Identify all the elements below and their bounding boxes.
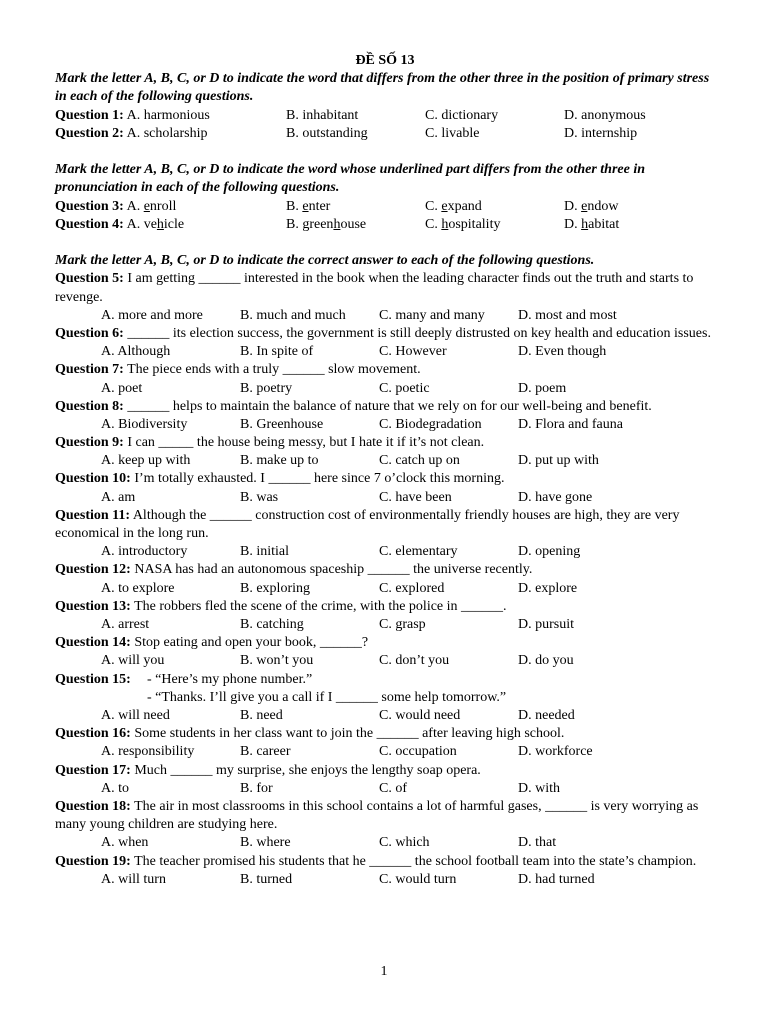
option-d: D. Even though [518,344,607,360]
question-label: Question 11: [55,507,131,523]
option-d: D. needed [518,708,575,724]
option-a: A. responsibility [101,744,195,760]
question-label: Question 14: [55,635,131,651]
question-label: Question 1: [55,107,124,123]
question-label: Question 13: [55,598,131,614]
question-1 [55,107,715,125]
question-5 [55,270,715,325]
option-b: B. enter [286,198,331,214]
option-b: B. where [240,835,291,851]
question-text: NASA has had an autonomous spaceship ______ the universe recently. [134,562,533,578]
option-c: C. dictionary [425,107,499,123]
option-c: C. which [379,835,430,851]
option-c: C. elementary [379,544,458,560]
question-text: The teacher promised his students that he ______ the school football team into the state’s champion. [134,853,697,869]
question-11 [55,507,715,562]
question-10 [55,470,715,506]
question-label: Question 7: [55,362,124,378]
option-d: D. put up with [518,453,599,469]
question-label: Question 17: [55,762,131,778]
option-a: A. will turn [101,871,166,887]
instruction-correct-answer: Mark the letter A, B, C, or D to indicate the correct answer to each of the following questions. [55,253,595,269]
option-d: D. Flora and fauna [518,416,623,432]
option-c: C. grasp [379,617,426,633]
question-label: Question 12: [55,562,131,578]
option-a: A. to [101,780,129,796]
option-c: C. Biodegradation [379,416,482,432]
question-text: The piece ends with a truly ______ slow movement. [127,362,421,378]
option-a: A. vehicle [126,216,185,232]
option-d: D. most and most [518,307,617,323]
question-text: I can _____ the house being messy, but I hate it if it’s not clean. [127,435,485,451]
option-a: A. introductory [101,544,188,560]
option-d: D. explore [518,580,578,596]
question-19 [55,853,715,889]
question-text: I’m totally exhausted. I ______ here since 7 o’clock this morning. [134,471,505,487]
option-d: D. habitat [564,216,620,232]
question-13 [55,598,715,634]
instruction-pronunciation: Mark the letter A, B, C, or D to indicate the word whose underlined part differs from the other three in pronunciation in each of the following questions. [55,162,645,196]
option-b: B. was [240,489,279,505]
option-c: C. have been [379,489,452,505]
question-label: Question 19: [55,853,131,869]
question-6 [55,325,715,361]
option-c: C. of [379,780,407,796]
option-b: B. much and much [240,307,346,323]
question-label: Question 16: [55,726,131,742]
question-label: Question 2: [55,125,124,141]
option-d: D. anonymous [564,107,646,123]
question-label: Question 3: [55,198,124,214]
option-c: C. explored [379,580,445,596]
option-b: B. career [240,744,291,760]
option-d: D. endow [564,198,619,214]
option-b: B. won’t you [240,653,314,669]
page-title: ĐỀ SỐ 13 [355,53,415,68]
option-c: C. However [379,344,447,360]
question-label: Question 8: [55,398,124,414]
option-b: B. poetry [240,380,293,396]
option-a: A. more and more [101,307,203,323]
option-b: B. Greenhouse [240,416,324,432]
question-label: Question 9: [55,435,124,451]
question-3 [55,198,715,216]
question-label: Question 15: [55,671,131,687]
option-b: B. outstanding [286,125,368,141]
option-a: A. will need [101,708,170,724]
option-d: D. do you [518,653,574,669]
option-c: C. many and many [379,307,485,323]
option-b: B. make up to [240,453,319,469]
question-text: Much ______ my surprise, she enjoys the lengthy soap opera. [134,762,481,778]
question-label: Question 4: [55,216,124,232]
option-a: A. poet [101,380,143,396]
option-c: C. would need [379,708,461,724]
option-a: A. Although [101,344,171,360]
dialog-line-1: - “Here’s my phone number.” [147,671,313,687]
question-text: The air in most classrooms in this school contains a lot of harmful gases, ______ is very worrying as many young children are studying here. [55,799,699,833]
option-c: C. would turn [379,871,457,887]
page-number: 1 [380,964,388,979]
option-b: B. need [240,708,283,724]
question-8 [55,398,715,434]
question-4 [55,216,715,234]
dialog-line-2: - “Thanks. I’ll give you a call if I ______ some help tomorrow.” [147,689,507,705]
question-label: Question 5: [55,271,124,287]
option-a: A. to explore [101,580,175,596]
question-12 [55,561,715,597]
question-14 [55,634,715,670]
option-c: C. poetic [379,380,430,396]
question-16 [55,725,715,761]
question-text: I am getting ______ interested in the book when the leading character finds out the truth and starts to revenge. [55,271,694,305]
option-d: D. pursuit [518,617,574,633]
question-15 [55,671,715,726]
option-a: A. when [101,835,149,851]
option-a: A. keep up with [101,453,191,469]
question-17 [55,762,715,798]
option-a: A. scholarship [126,125,208,141]
option-d: D. with [518,780,560,796]
option-b: B. for [240,780,273,796]
question-2 [55,125,715,143]
option-b: B. catching [240,617,304,633]
option-b: B. initial [240,544,289,560]
option-c: C. expand [425,198,482,214]
option-d: D. workforce [518,744,593,760]
question-9 [55,434,715,470]
option-a: A. harmonious [126,107,210,123]
option-a: A. enroll [126,198,177,214]
option-b: B. exploring [240,580,310,596]
exam-page [55,52,715,889]
option-c: C. catch up on [379,453,460,469]
option-b: B. In spite of [240,344,314,360]
option-b: B. inhabitant [286,107,359,123]
instruction-stress: Mark the letter A, B, C, or D to indicate the word that differs from the other three in the position of primary stress in each of the following questions. [55,71,710,105]
option-c: C. don’t you [379,653,450,669]
question-text: Although the ______ construction cost of environmentally friendly houses are high, they are very economical in the long run. [55,507,680,542]
option-d: D. that [518,835,557,851]
option-d: D. poem [518,380,567,396]
option-c: C. livable [425,125,480,141]
question-label: Question 10: [55,471,131,487]
question-text: Stop eating and open your book, ______? [134,635,369,651]
option-b: B. greenhouse [286,216,367,232]
option-d: D. internship [564,125,638,141]
option-a: A. am [101,489,136,505]
question-text: Some students in her class want to join the ______ after leaving high school. [134,726,565,742]
option-a: A. Biodiversity [101,416,188,432]
question-label: Question 18: [55,799,131,815]
option-a: A. will you [101,653,165,669]
option-d: D. opening [518,544,581,560]
option-d: D. had turned [518,871,595,887]
question-18 [55,798,715,853]
option-d: D. have gone [518,489,593,505]
option-c: C. occupation [379,744,457,760]
question-7 [55,361,715,397]
question-label: Question 6: [55,325,124,341]
question-text: The robbers fled the scene of the crime, with the police in ______. [134,598,507,614]
option-b: B. turned [240,871,293,887]
question-text: ______ its election success, the government is still deeply distrusted on key health and education issues. [127,325,711,341]
question-text: ______ helps to maintain the balance of nature that we rely on for our well-being and benefit. [127,398,652,414]
option-a: A. arrest [101,617,150,633]
option-c: C. hospitality [425,216,501,232]
